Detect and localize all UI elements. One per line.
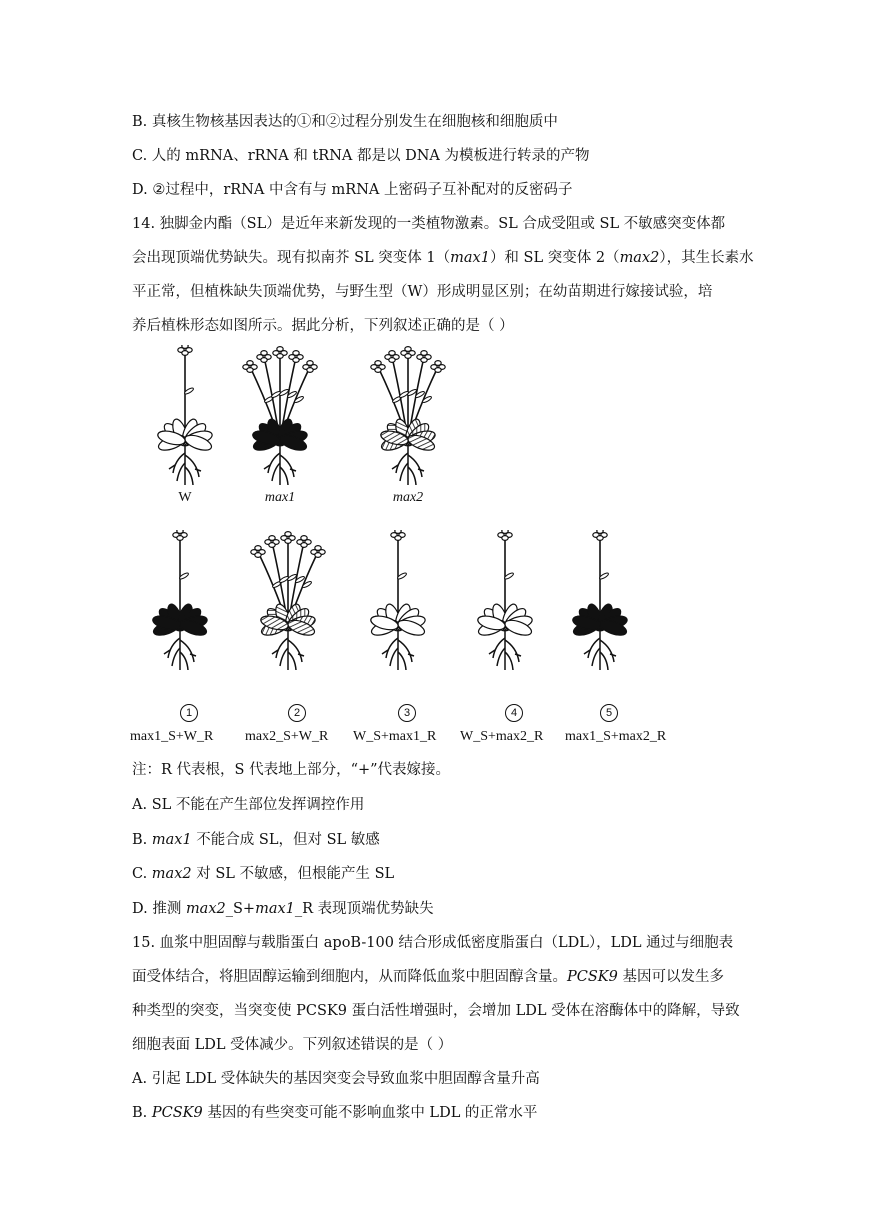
root xyxy=(398,652,406,670)
option-b-q13 xyxy=(132,112,558,132)
root xyxy=(195,469,201,471)
graft-label: max1_S+max2_R xyxy=(565,729,667,744)
text-span: B. xyxy=(132,1105,152,1121)
option-d-q14 xyxy=(132,899,434,919)
plant-bushy xyxy=(230,345,330,495)
flower-cluster xyxy=(297,536,311,548)
root xyxy=(505,640,519,662)
root xyxy=(515,654,521,656)
flower-cluster xyxy=(251,546,265,558)
plant-label: max2 xyxy=(392,490,424,505)
option-c-q13 xyxy=(132,146,589,166)
text-span: max2 xyxy=(151,866,192,882)
text-span: C. xyxy=(132,866,152,882)
plant-wild xyxy=(348,530,448,680)
flower-cluster xyxy=(401,347,415,359)
root xyxy=(398,640,412,662)
text-span: max2 xyxy=(185,901,226,917)
text-span: max1 xyxy=(450,250,490,266)
figure-note xyxy=(132,760,450,780)
flower-cluster xyxy=(173,530,187,540)
text-span: 平正常，但植株缺失顶端优势，与野生型（W）形成明显区别；在幼苗期进行嫁接试验，培 xyxy=(132,284,713,300)
flower-cluster xyxy=(593,530,607,540)
text-span: D. 推测 xyxy=(132,901,186,917)
question-14-line-2 xyxy=(132,248,754,268)
flower-cluster xyxy=(371,361,385,373)
text-span: 基因的有些突变可能不影响血浆中 LDL 的正常水平 xyxy=(202,1105,538,1121)
text-span: 14. 独脚金内酯（SL）是近年来新发现的一类植物激素。SL 合成受阻或 SL 不敏感突变体都 xyxy=(132,216,726,232)
stem-leaf xyxy=(294,395,304,403)
question-15-line-3 xyxy=(132,1001,740,1021)
root xyxy=(396,453,408,473)
flower-cluster xyxy=(431,361,445,373)
text-span: B. xyxy=(132,832,152,848)
root xyxy=(400,463,408,481)
flower-cluster xyxy=(178,345,192,355)
text-span: 会出现顶端优势缺失。现有拟南芥 SL 突变体 1（ xyxy=(132,250,451,266)
root xyxy=(610,654,616,656)
text-span: A. 引起 LDL 受体缺失的基因突变会导致血浆中胆固醇含量升高 xyxy=(132,1071,540,1087)
stem-leaf xyxy=(422,395,432,403)
flower-cluster xyxy=(265,536,279,548)
root xyxy=(600,640,614,662)
plant-number-circle: 2 xyxy=(288,704,306,722)
graft-label: max1_S+W_R xyxy=(130,729,214,744)
text-span: 面受体结合，将胆固醇运输到细胞内，从而降低血浆中胆固醇含量。 xyxy=(132,969,567,985)
root xyxy=(185,455,199,477)
text-span: max2 xyxy=(619,250,660,266)
flower-cluster xyxy=(391,530,405,540)
root xyxy=(173,453,185,473)
root xyxy=(408,467,416,485)
text-span: C. 人的 mRNA、rRNA 和 tRNA 都是以 DNA 为模板进行转录的产物 xyxy=(132,148,590,164)
root xyxy=(497,648,505,666)
text-span: 细胞表面 LDL 受体减少。下列叙述错误的是（ ） xyxy=(132,1037,453,1053)
text-span: ）和 SL 突变体 2（ xyxy=(489,250,620,266)
root xyxy=(588,638,600,658)
root xyxy=(280,648,288,666)
plant-wild xyxy=(130,530,230,680)
graft-label: W_S+max2_R xyxy=(460,729,544,744)
text-span: 种类型的突变，当突变使 PCSK9 蛋白活性增强时，会增加 LDL 受体在溶酶体中的降解，导致 xyxy=(132,1003,740,1019)
text-span: _R 表现顶端优势缺失 xyxy=(294,901,434,917)
root xyxy=(288,652,296,670)
root xyxy=(386,638,398,658)
text-span: PCSK9 xyxy=(567,969,618,985)
text-span: B. 真核生物核基因表达的①和②过程分别发生在细胞核和细胞质中 xyxy=(132,114,558,130)
question-15-line-1 xyxy=(132,933,733,953)
root xyxy=(272,463,280,481)
flower-cluster xyxy=(289,351,303,363)
plant-wild xyxy=(455,530,555,680)
question-15-line-2 xyxy=(132,967,724,987)
root xyxy=(177,463,185,481)
option-c-q14 xyxy=(132,864,394,884)
text-span: 15. 血浆中胆固醇与载脂蛋白 apoB-100 结合形成低密度脂蛋白（LDL），LDL 通过与细胞表 xyxy=(132,935,734,951)
root xyxy=(268,453,280,473)
plant-number-circle: 5 xyxy=(600,704,618,722)
root xyxy=(280,455,294,477)
plant-label: W xyxy=(178,490,192,505)
grafting-figure xyxy=(120,345,720,755)
plant-wild xyxy=(550,530,650,680)
root xyxy=(185,467,193,485)
graft-label: max2_S+W_R xyxy=(245,729,329,744)
root xyxy=(180,640,194,662)
question-14-line-1 xyxy=(132,214,725,234)
option-b-q14 xyxy=(132,830,380,850)
root xyxy=(408,455,422,477)
plant-wild xyxy=(135,345,235,495)
plant-number-circle: 4 xyxy=(505,704,523,722)
text-span: ），其生长素水 xyxy=(659,250,754,266)
root xyxy=(418,469,424,471)
text-span: _S+ xyxy=(225,901,256,917)
root xyxy=(298,654,304,656)
root xyxy=(168,638,180,658)
root xyxy=(190,654,196,656)
option-a-q14 xyxy=(132,795,364,815)
plant-label: max1 xyxy=(264,490,296,505)
option-d-q13 xyxy=(132,180,573,200)
flower-cluster xyxy=(311,546,325,558)
root xyxy=(180,652,188,670)
root xyxy=(408,654,414,656)
question-15-line-4 xyxy=(132,1035,452,1055)
root xyxy=(592,648,600,666)
question-14-line-3 xyxy=(132,282,712,302)
option-b-q15 xyxy=(132,1103,537,1123)
text-span: 不能合成 SL，但对 SL 敏感 xyxy=(191,832,380,848)
flower-cluster xyxy=(385,351,399,363)
flower-cluster xyxy=(303,361,317,373)
root xyxy=(600,652,608,670)
plant-bushy xyxy=(238,530,338,680)
text-span: 注：R 代表根，S 代表地上部分，“+”代表嫁接。 xyxy=(132,762,451,778)
plant-bushy xyxy=(358,345,458,495)
flower-cluster xyxy=(281,532,295,544)
plant-number-circle: 3 xyxy=(398,704,416,722)
text-span: D. ②过程中，rRNA 中含有与 mRNA 上密码子互补配对的反密码子 xyxy=(132,182,573,198)
flower-cluster xyxy=(417,351,431,363)
root xyxy=(288,640,302,662)
text-span: 对 SL 不敏感，但根能产生 SL xyxy=(191,866,395,882)
text-span: max1 xyxy=(151,832,192,848)
text-span: 养后植株形态如图所示。据此分析，下列叙述正确的是（ ） xyxy=(132,318,514,334)
graft-label: W_S+max1_R xyxy=(353,729,437,744)
question-14-line-4 xyxy=(132,316,514,336)
root xyxy=(493,638,505,658)
root xyxy=(505,652,513,670)
flower-cluster xyxy=(498,530,512,540)
plant-number-circle: 1 xyxy=(180,704,198,722)
stem-leaf xyxy=(302,580,312,588)
flower-cluster xyxy=(273,347,287,359)
root xyxy=(290,469,296,471)
text-span: max1 xyxy=(255,901,295,917)
root xyxy=(390,648,398,666)
text-span: PCSK9 xyxy=(151,1105,203,1121)
flower-cluster xyxy=(257,351,271,363)
root xyxy=(172,648,180,666)
text-span: A. SL 不能在产生部位发挥调控作用 xyxy=(132,797,365,813)
root xyxy=(276,638,288,658)
root xyxy=(280,467,288,485)
option-a-q15 xyxy=(132,1069,540,1089)
flower-cluster xyxy=(243,361,257,373)
text-span: 基因可以发生多 xyxy=(617,969,724,985)
